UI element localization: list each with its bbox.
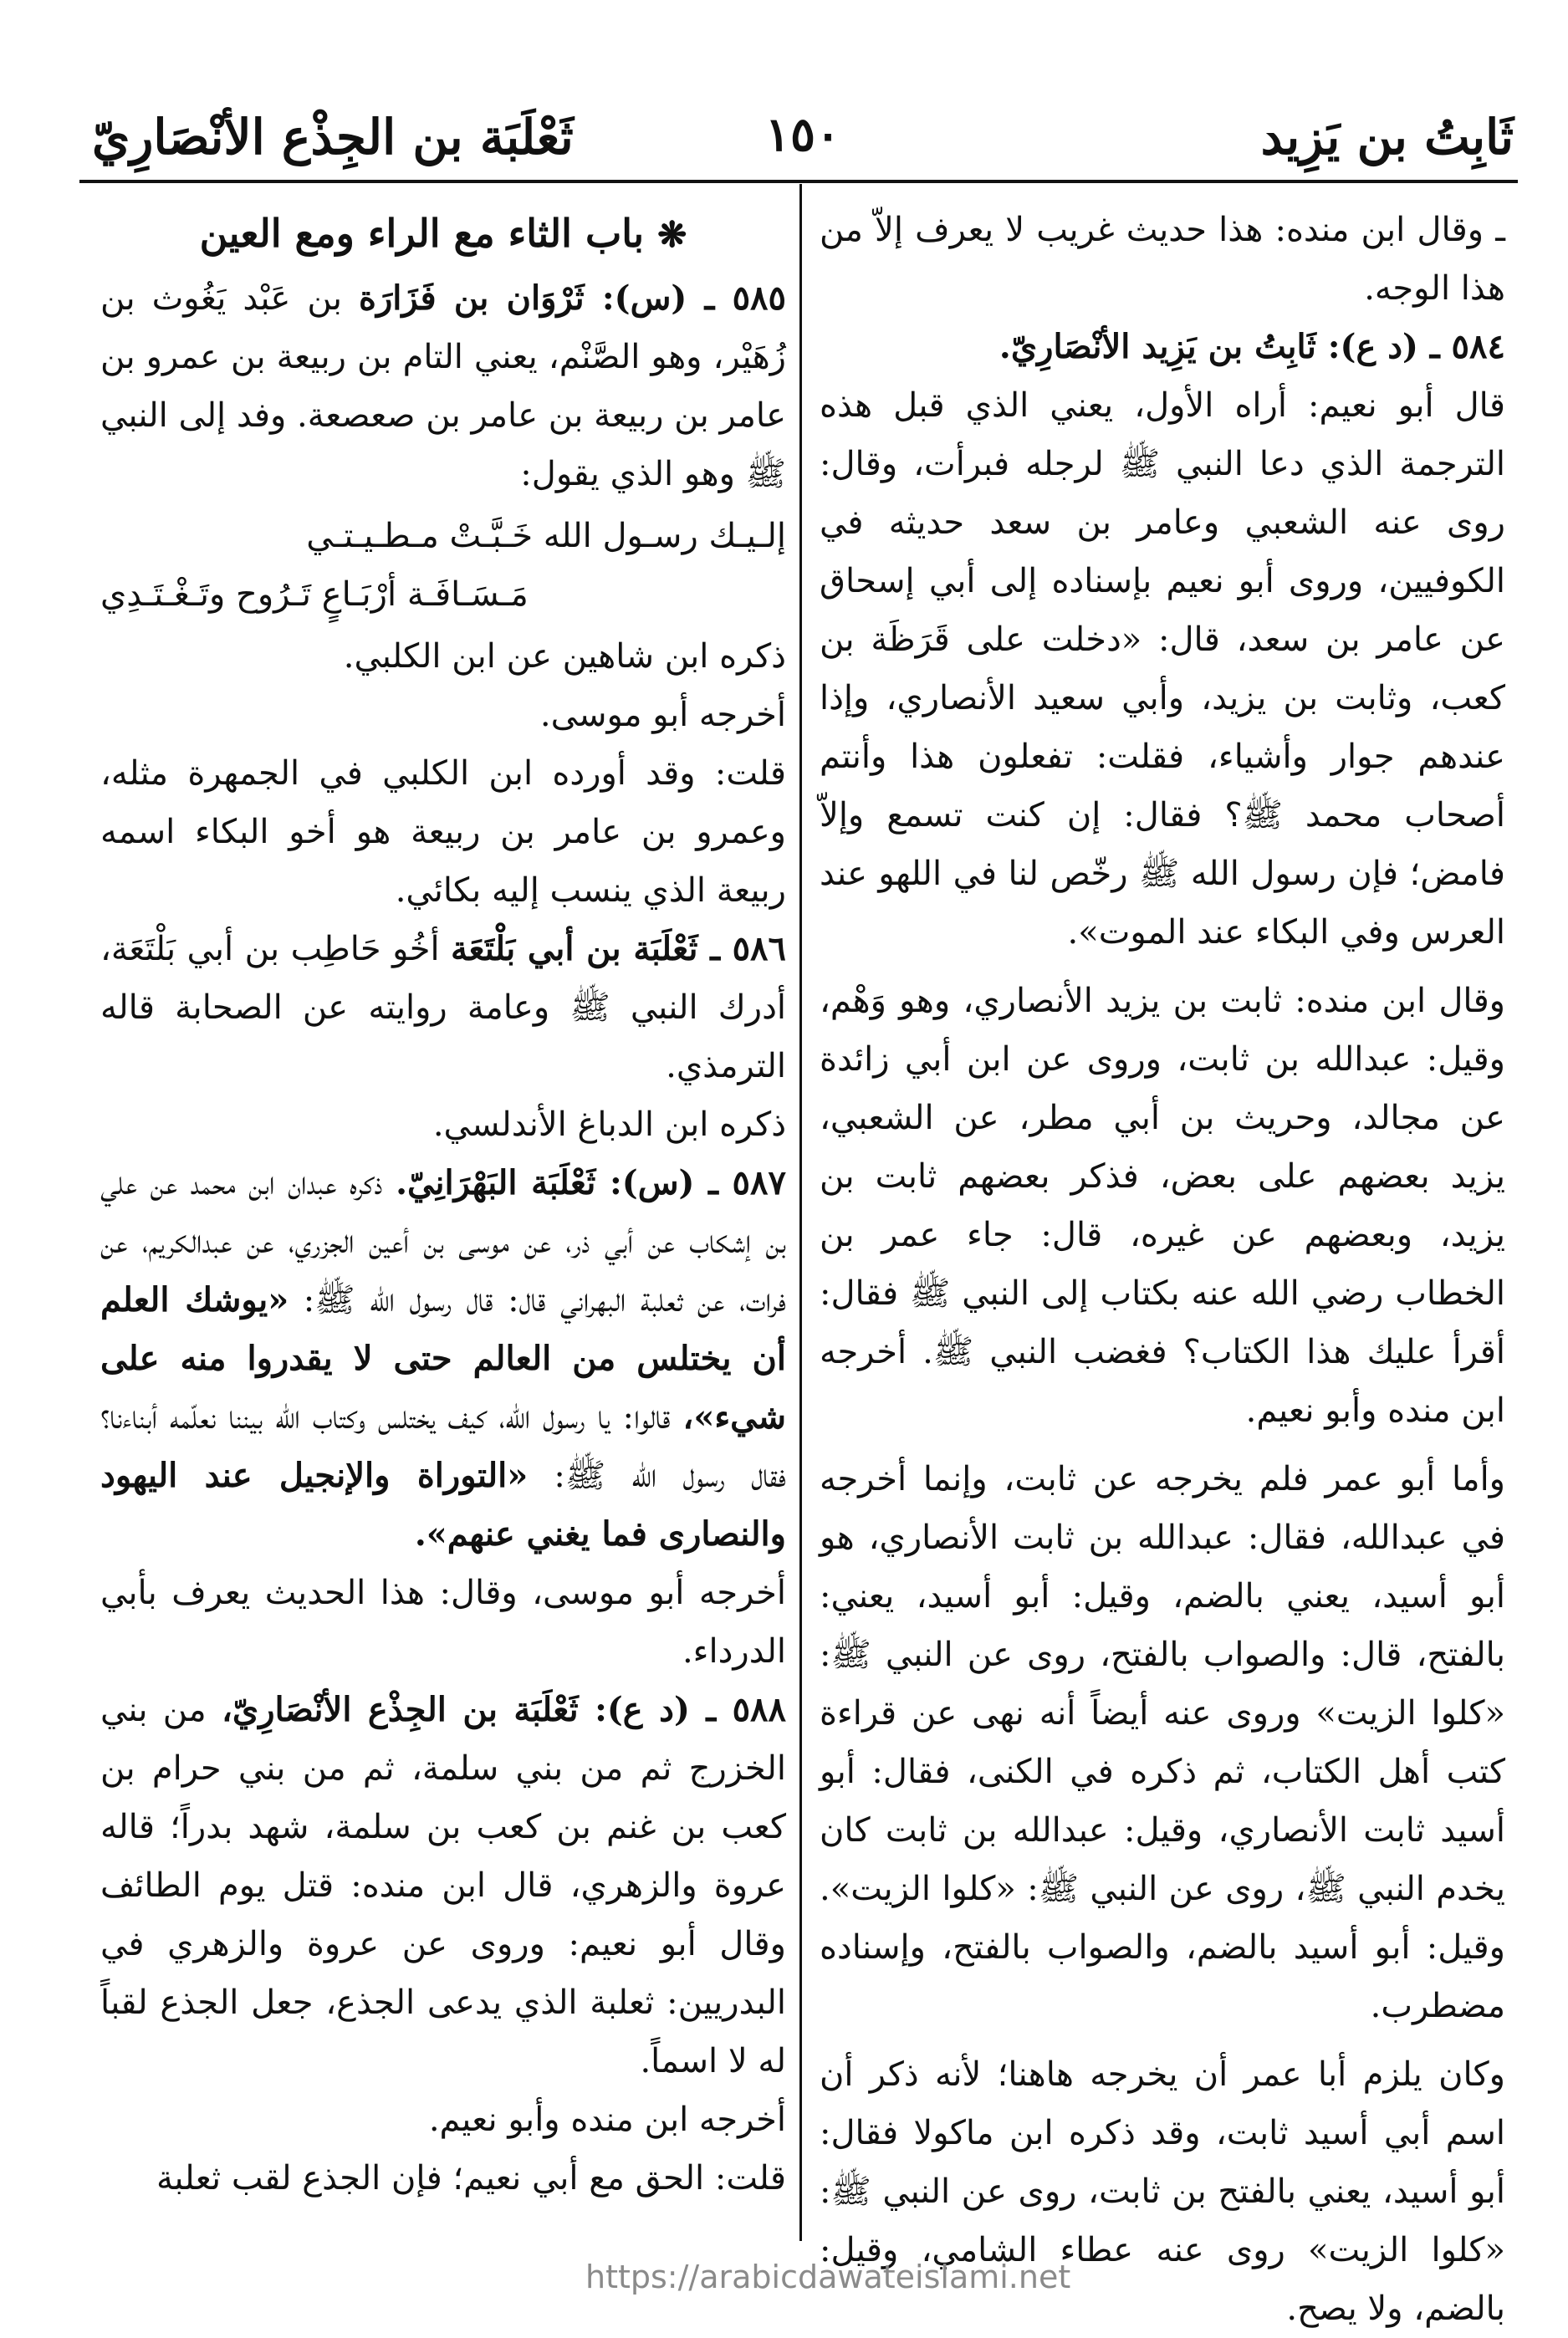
page-header <box>92 92 1514 176</box>
entry-heading-584: ٥٨٤ ـ (د ع): ثَابِتُ بن يَزِيد الأنْصَارِيّ. <box>999 327 1505 366</box>
paragraph: ـ وقال ابن منده: هذا حديث غريب لا يعرف إلاّ من هذا الوجه. <box>820 211 1505 308</box>
paragraph: ذكره ابن الدباغ الأندلسي. <box>432 1105 786 1144</box>
entry-text: بن عَبْد يَغُوث بن زُهَيْر، وهو الصَّنْم، يعني التام بن ربيعة بن عمرو بن عامر بن ربيعة بن عامر بن صعصعة. وفد إلى النبي ﷺ وهو الذي يقول: <box>100 279 786 493</box>
entry-heading-586: ٥٨٦ ـ ثَعْلَبَة بن أبي بَلْتَعَة <box>451 929 787 968</box>
paragraph: أخرجه أبو موسى، وقال: هذا الحديث يعرف بأبي الدرداء. <box>100 1574 786 1671</box>
paragraph: قال أبو نعيم: أراه الأول، يعني الذي قبل هذه الترجمة الذي دعا النبي ﷺ لرجله فبرأت، وقال: روى عنه الشعبي وعامر بن سعد حديثه في الكوفيين، وروى أبو نعيم بإسناده إلى أبي إسحاق عن عامر بن سعد، قال: «دخلت على قَرَظَة بن كعب، وثابت بن يزيد، وأبي سعيد الأنصاري، وإذا عندهم جوار وأشياء، فقلت: تفعلون هذا وأنتم أصحاب محمد ﷺ؟ فقال: إن كنت تسمع وإلاّ فامض؛ فإن رسول الله ﷺ رخّص لنا في اللهو عند العرس وفي البكاء عند الموت». <box>820 386 1506 952</box>
entry-heading-588: ٥٨٨ ـ (د ع): ثَعْلَبَة بن الجِذْع الأنْصَارِيّ، <box>221 1690 787 1729</box>
paragraph: أخرجه ابن منده وأبو نعيم. <box>428 2101 786 2139</box>
paragraph: قلت: وقد أورده ابن الكلبي في الجمهرة مثله، وعمرو بن عامر بن ربيعة هو أخو البكاء اسمه ربيعة الذي ينسب إليه بكائي. <box>100 754 786 910</box>
page-number: ١٥٠ <box>764 107 841 162</box>
column-divider <box>799 184 802 2241</box>
entry-heading-585: ٥٨٥ ـ (س): ثَرْوَان بن فَزَارَة <box>359 278 787 318</box>
paragraph: وقال ابن منده: ثابت بن يزيد الأنصاري، وهو وَهْم، وقيل: عبدالله بن ثابت، وروى عن ابن أبي زائدة عن مجالد، وحريث بن أبي مطر، عن الشعبي، يزيد بعضهم على بعض، فذكر بعضهم ثابت بن يزيد، وبعضهم عن غيره، قال: جاء عمر بن الخطاب رضي الله عنه بكتاب إلى النبي ﷺ فقال: أقرأ عليك هذا الكتاب؟ فغضب النبي ﷺ. أخرجه ابن منده وأبو نعيم. <box>820 982 1505 1430</box>
poem <box>100 507 786 624</box>
poem-line: إلـيـك رسـول الله خَـبَّـتْ مـطـيـتـي <box>306 517 786 555</box>
entry-text: ذكره عبدان ابن محمد عن علي بن إشكاب عن أبي ذر، عن موسى بن أعين الجزري، عن عبدالكريم، عن فرات، عن ثعلبة البهراني قال: قال رسول الله ﷺ: <box>100 1164 786 1320</box>
paragraph: قلت: الحق مع أبي نعيم؛ فإن الجذع لقب ثعلبة <box>156 2159 786 2198</box>
entry-588 <box>100 1681 786 2090</box>
chapter-title: باب الثاء مع الراء ومع العين <box>199 211 645 256</box>
entry-585 <box>100 269 786 503</box>
hadith-quote: «يوشك العلم أن يختلس من العالم حتى لا يقدروا منه على شيء»، <box>100 1280 786 1437</box>
entry-text: قالوا: يا رسول الله، كيف يختلس وكتاب الله بيننا نعلّمه أبناءنا؟ فقال رسول الله ﷺ: <box>100 1398 787 1495</box>
entry-587 <box>100 1154 786 1564</box>
left-column <box>100 201 786 2208</box>
paragraph: ذكره ابن شاهين عن ابن الكلبي. <box>343 637 786 676</box>
running-title-right: ثَابِتُ بن يَزِيد <box>1260 109 1514 166</box>
entry-heading-587: ٥٨٧ ـ (س): ثَعْلَبَة البَهْرَانِيّ. <box>396 1163 786 1202</box>
paragraph: أخرجه أبو موسى. <box>539 696 786 734</box>
entry-text: من بني الخزرج ثم من بني سلمة، ثم من بني حرام بن كعب بن غنم بن كعب بن سلمة، شهد بدراً؛ قاله عروة والزهري، قال ابن منده: قتل يوم الطائف وقال أبو نعيم: وروى عن عروة والزهري في البدريين: ثعلبة الذي يدعى الجذع، جعل الجذع لقباً له لا اسماً. <box>100 1691 786 2080</box>
hadith-quote: «التوراة والإنجيل عند اليهود والنصارى فما يغني عنهم». <box>100 1456 786 1554</box>
header-rule <box>79 180 1518 183</box>
entry-586 <box>100 920 786 1095</box>
paragraph: وكان يلزم أبا عمر أن يخرجه هاهنا؛ لأنه ذكر أن اسم أبي أسيد ثابت، وقد ذكره ابن ماكولا فقال: أبو أسيد، يعني بالفتح بن ثابت، روى عن النبي ﷺ: «كلوا الزيت» روى عنه عطاء الشامي، وقيل: بالضم، ولا يصح. <box>820 2055 1505 2328</box>
paragraph: وأما أبو عمر فلم يخرجه عن ثابت، وإنما أخرجه في عبدالله، فقال: عبدالله بن ثابت الأنصاري، هو أبو أسيد، يعني بالضم، وقيل: أبو أسيد، يعني: بالفتح، قال: والصواب بالفتح، روى عن النبي ﷺ: «كلوا الزيت» وروى عنه أيضاً أنه نهى عن قراءة كتب أهل الكتاب، ثم ذكره في الكنى، فقال: أبو أسيد ثابت الأنصاري، وقيل: عبدالله بن ثابت كان يخدم النبي ﷺ، روى عن النبي ﷺ: «كلوا الزيت». وقيل: أبو أسيد بالضم، والصواب بالفتح، وإسناده مضطرب. <box>820 1460 1506 2025</box>
right-column <box>820 201 1505 2338</box>
watermark-url: https://arabicdawateislami.net <box>585 2259 1071 2295</box>
entry-text: أخُو حَاطِب بن أبي بَلْتَعَة، أدرك النبي ﷺ وعامة روايته عن الصحابة قاله الترمذي. <box>100 930 786 1085</box>
running-title-left: ثَعْلَبَة بن الجِذْع الأنْصَارِيّ <box>92 109 574 166</box>
poem-line: مَـسَـافَـة أرْبَـاعٍ تَـرُوح وتَـغْـتَـدِي <box>100 575 529 614</box>
ornament-star-icon: ❋ <box>657 214 687 255</box>
chapter-heading <box>100 204 786 264</box>
